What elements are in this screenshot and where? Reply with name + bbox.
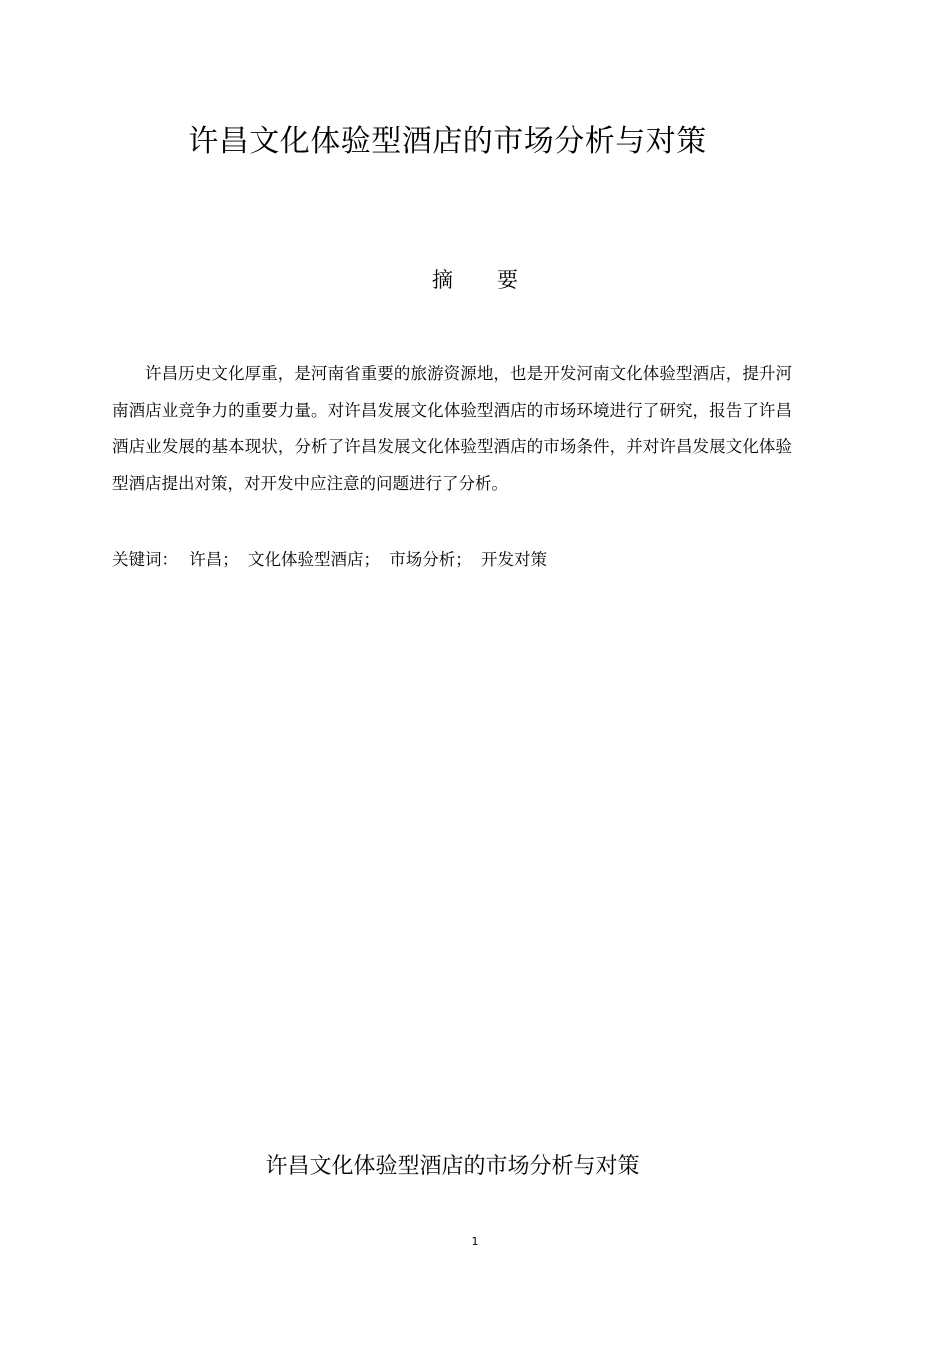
keyword-separator: ； (455, 550, 472, 569)
keyword-item: 开发对策 (481, 550, 547, 569)
abstract-heading-char-2: 要 (497, 268, 518, 292)
keywords-label: 关键词： (112, 550, 178, 569)
page-number: 1 (471, 1235, 479, 1248)
keyword-separator: ； (222, 550, 239, 569)
abstract-body: 许昌历史文化厚重，是河南省重要的旅游资源地，也是开发河南文化体验型酒店，提升河南酒店业竞争力的重要力量。对许昌发展文化体验型酒店的市场环境进行了研究，报告了许昌酒店业发展的基本现状，分析了许昌发展文化体验型酒店的市场条件，并对许昌发展文化体验型酒店提出对策，对开发中应注意的问题进行了分析。 (112, 364, 792, 493)
keyword-item: 市场分析 (389, 550, 456, 569)
abstract-heading (0, 264, 950, 296)
abstract-heading-char-1: 摘 (432, 268, 453, 292)
keyword-item: 文化体验型酒店 (248, 550, 364, 569)
keyword-separator: ； (363, 550, 380, 569)
page-title: 许昌文化体验型酒店的市场分析与对策 (188, 124, 707, 159)
section-title: 许昌文化体验型酒店的市场分析与对策 (265, 1154, 640, 1179)
keyword-item: 许昌 (189, 550, 223, 569)
keywords-line (112, 544, 812, 576)
